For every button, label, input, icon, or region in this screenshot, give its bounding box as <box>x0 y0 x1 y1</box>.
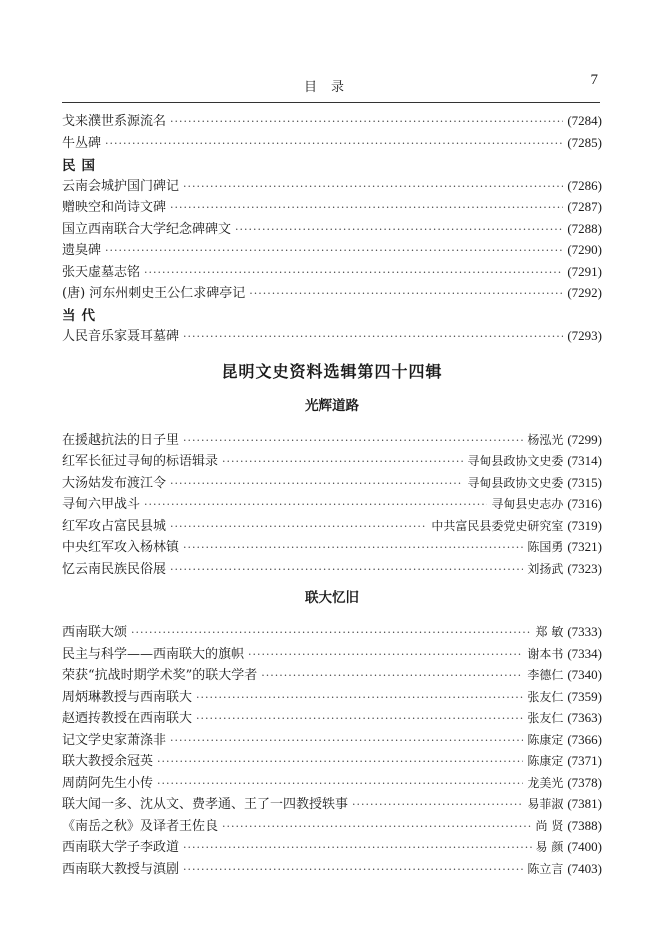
entry-page: (7340) <box>567 667 602 682</box>
toc-entry <box>62 493 602 515</box>
entry-title: 牛丛碑 <box>62 135 102 151</box>
entry-group <box>62 110 602 153</box>
dot-leader <box>222 820 531 833</box>
entry-page: (7284) <box>567 113 602 128</box>
entry-author: 易菲淑 <box>527 797 564 811</box>
entry-page: (7400) <box>567 839 602 854</box>
dot-leader <box>235 223 563 236</box>
dot-leader <box>170 115 563 128</box>
entry-title: 西南联大学子李政道 <box>62 840 180 855</box>
entry-title: 记文学史家萧涤非 <box>62 732 167 748</box>
entry-author: 尚 贤 <box>535 818 564 833</box>
dot-leader <box>157 755 523 768</box>
dot-leader <box>222 455 463 468</box>
toc-entry <box>62 239 602 261</box>
dot-leader <box>249 287 563 300</box>
entry-group <box>62 325 602 347</box>
dot-leader <box>105 137 563 150</box>
entry-title: 联大教授余冠英 <box>62 754 154 769</box>
entry-page: (7333) <box>567 624 602 639</box>
dot-leader <box>183 330 563 343</box>
entry-title: 遗臭碑 <box>62 243 102 258</box>
entry-author: 寻甸县史志办 <box>491 497 564 511</box>
entry-page: (7388) <box>567 817 602 833</box>
entry-page: (7286) <box>567 177 602 193</box>
category-heading-minguo: 民国 <box>62 157 101 174</box>
entry-page: (7371) <box>567 753 602 768</box>
entry-page: (7381) <box>567 796 602 811</box>
toc-entry <box>62 750 602 772</box>
entry-author: 寻甸县政协文史委 <box>467 475 564 490</box>
section-title-guanghui: 光辉道路 <box>305 397 359 414</box>
entry-page: (7285) <box>567 134 602 150</box>
entry-author: 陈立言 <box>527 861 564 876</box>
toc-entry <box>62 664 602 686</box>
entry-page: (7321) <box>567 539 602 554</box>
entry-title: 红军长征过寻甸的标语辑录 <box>62 454 219 469</box>
entry-author: 李德仁 <box>527 668 564 682</box>
entry-title: 忆云南民族民俗展 <box>62 561 167 577</box>
header-title: 目录 <box>303 80 358 95</box>
toc-entry <box>62 729 602 751</box>
dot-leader <box>144 498 487 511</box>
entry-title: 西南联大教授与滇剧 <box>62 861 180 877</box>
toc-entry <box>62 515 602 537</box>
entry-page: (7319) <box>567 517 602 533</box>
entry-page: (7378) <box>567 774 602 790</box>
entry-page: (7314) <box>567 453 602 468</box>
entry-title: 周荫阿先生小传 <box>62 775 154 791</box>
page-number: 7 <box>590 72 598 88</box>
dot-leader <box>157 777 523 790</box>
dot-leader <box>196 712 523 725</box>
toc-entry <box>62 558 602 580</box>
entry-title: (唐) 河东州刺史王公仁求碑亭记 <box>62 286 246 301</box>
entry-page: (7291) <box>567 263 602 279</box>
entry-title: 大汤姑发布渡江令 <box>62 475 167 491</box>
entry-page: (7290) <box>567 242 602 257</box>
entry-title: 红军攻占富民县城 <box>62 518 167 534</box>
dot-leader <box>352 798 523 811</box>
entry-author: 刘扬武 <box>527 561 564 576</box>
dot-leader <box>170 734 523 747</box>
entry-author: 杨泓光 <box>527 432 564 447</box>
entry-page: (7288) <box>567 220 602 236</box>
volume-title: 昆明文史资料选辑第四十四辑 <box>221 361 443 381</box>
entry-title: 中央红军攻入杨林镇 <box>62 540 180 555</box>
entry-author: 陈国勇 <box>527 540 564 554</box>
entry-group <box>62 175 602 304</box>
dot-leader <box>170 520 427 533</box>
dot-leader <box>183 541 523 554</box>
toc-entry <box>62 707 602 729</box>
entry-title: 云南会城护国门碑记 <box>62 178 180 194</box>
toc-entry <box>62 282 602 304</box>
entry-page: (7403) <box>567 860 602 876</box>
entry-author: 寻甸县政协文史委 <box>467 454 564 468</box>
entry-author: 龙美光 <box>527 775 564 790</box>
entry-author: 张友仁 <box>527 711 564 725</box>
page-header <box>62 68 600 103</box>
toc-entry <box>62 429 602 451</box>
toc-entry <box>62 175 602 197</box>
entry-page: (7323) <box>567 560 602 576</box>
entry-page: (7287) <box>567 199 602 214</box>
entry-page: (7293) <box>567 328 602 343</box>
toc-entry <box>62 643 602 665</box>
entry-title: 人民音乐家聂耳墓碑 <box>62 329 180 344</box>
toc-entry <box>62 686 602 708</box>
dot-leader <box>183 863 523 876</box>
entry-page: (7363) <box>567 710 602 725</box>
entry-title: 周炳琳教授与西南联大 <box>62 689 193 705</box>
toc-entry <box>62 325 602 347</box>
toc-entry <box>62 621 602 643</box>
dot-leader <box>261 669 523 682</box>
toc-entry <box>62 858 602 880</box>
entry-author: 张友仁 <box>527 689 564 704</box>
entry-group <box>62 621 602 879</box>
table-of-contents <box>62 110 602 879</box>
toc-entry <box>62 815 602 837</box>
entry-title: 赵迺抟教授在西南联大 <box>62 711 193 726</box>
toc-entry <box>62 218 602 240</box>
entry-author: 郑 敏 <box>535 625 564 639</box>
dot-leader <box>144 266 563 279</box>
entry-title: 民主与科学——西南联大的旗帜 <box>62 646 245 662</box>
toc-entry <box>62 110 602 132</box>
dot-leader <box>170 563 523 576</box>
entry-title: 张天虚墓志铭 <box>62 264 141 280</box>
dot-leader <box>183 180 563 193</box>
entry-author: 陈康定 <box>527 732 564 747</box>
entry-title: 《南岳之秋》及译者王佐良 <box>62 818 219 834</box>
dot-leader <box>248 648 523 661</box>
toc-entry <box>62 450 602 472</box>
dot-leader <box>183 434 523 447</box>
entry-page: (7299) <box>567 431 602 447</box>
dot-leader <box>170 477 463 490</box>
entry-title: 赠映空和尚诗文碑 <box>62 200 167 215</box>
toc-entry <box>62 536 602 558</box>
entry-title: 在援越抗法的日子里 <box>62 432 180 448</box>
entry-page: (7292) <box>567 285 602 300</box>
dot-leader <box>183 841 531 854</box>
toc-entry <box>62 836 602 858</box>
toc-entry <box>62 261 602 283</box>
entry-page: (7315) <box>567 474 602 490</box>
entry-title: 国立西南联合大学纪念碑碑文 <box>62 221 232 237</box>
category-heading-dangdai: 当代 <box>62 308 101 325</box>
dot-leader <box>170 201 563 214</box>
entry-group <box>62 429 602 580</box>
entry-title: 荣获“抗战时期学术奖”的联大学者 <box>62 668 258 683</box>
entry-title: 戈来濮世系源流名 <box>62 114 167 129</box>
section-title-lianda: 联大忆旧 <box>305 590 359 606</box>
toc-entry <box>62 772 602 794</box>
entry-title: 西南联大颂 <box>62 625 128 640</box>
toc-entry <box>62 196 602 218</box>
entry-page: (7366) <box>567 731 602 747</box>
entry-author: 中共富民县委党史研究室 <box>431 518 564 533</box>
toc-entry <box>62 793 602 815</box>
entry-page: (7316) <box>567 496 602 511</box>
dot-leader <box>131 626 531 639</box>
entry-author: 易 颜 <box>535 840 564 854</box>
entry-author: 陈康定 <box>527 754 564 768</box>
entry-page: (7359) <box>567 688 602 704</box>
entry-title: 寻甸六甲战斗 <box>62 497 141 512</box>
dot-leader <box>105 244 563 257</box>
toc-entry <box>62 472 602 494</box>
toc-entry <box>62 132 602 154</box>
entry-title: 联大闻一多、沈从文、费孝通、王了一四教授轶事 <box>62 797 349 812</box>
entry-page: (7334) <box>567 645 602 661</box>
entry-author: 谢本书 <box>527 646 564 661</box>
dot-leader <box>196 691 523 704</box>
